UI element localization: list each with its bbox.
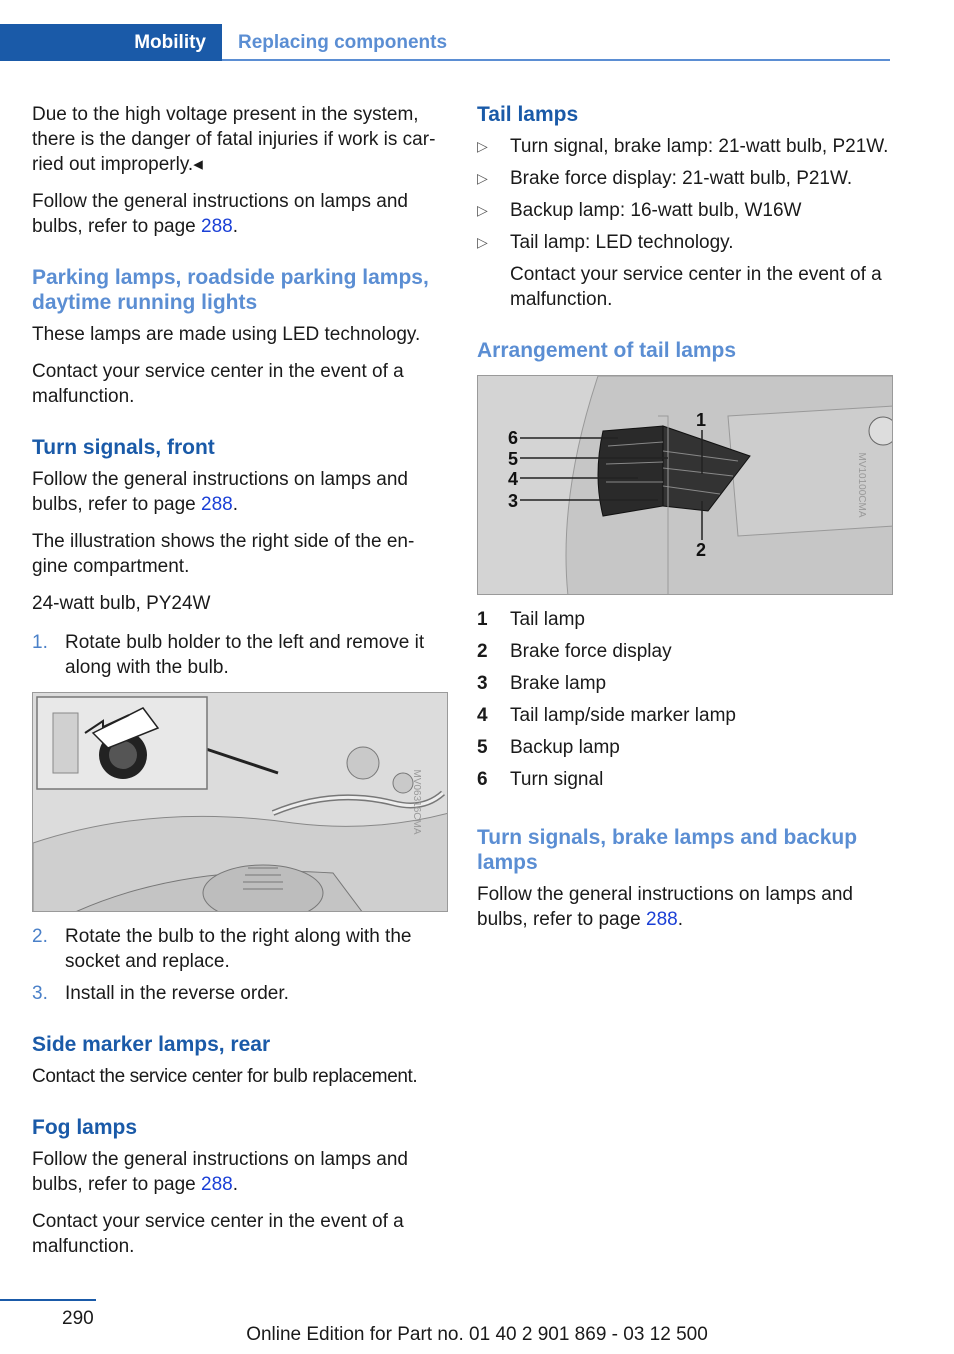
bullet-triangle-icon: ▷ bbox=[477, 234, 488, 250]
edition-note: Online Edition for Part no. 01 40 2 901 869 - 03 12 500 bbox=[246, 1324, 708, 1345]
tail-lamp-illustration bbox=[478, 376, 893, 595]
callout-6: 6 bbox=[508, 428, 519, 448]
turnfront-illustration-note: The illustration shows the right side of the en‐gine compartment. bbox=[32, 531, 415, 577]
heading-arrangement-tail-lamps: Arrangement of tail lamps bbox=[477, 339, 737, 362]
heading-tail-lamps: Tail lamps bbox=[477, 103, 579, 126]
fog-text-2: Contact your service center in the event of a malfunction. bbox=[32, 1211, 404, 1257]
left-column bbox=[32, 102, 448, 1271]
heading-parking-lamps: Parking lamps, roadside parking lamps, daytime running lights bbox=[32, 266, 429, 314]
intro-follow: Follow the general instructions on lamps and bulbs, refer to page 288. bbox=[32, 191, 408, 237]
heading-fog-lamps: Fog lamps bbox=[32, 1116, 138, 1139]
intro-warning: Due to the high voltage present in the system, there is the danger of fatal injuries if work is car‐ried out improperly.◂ bbox=[32, 104, 436, 175]
table-row: 3 Brake lamp bbox=[477, 673, 607, 694]
list-item: 3. Install in the reverse order. bbox=[32, 983, 289, 1004]
list-item: 1. Rotate bulb holder to the left and remove it along with the bulb. bbox=[32, 632, 425, 678]
list-item: ▷ Turn signal, brake lamp: 21-watt bulb, P21W. bbox=[477, 136, 889, 157]
tail-note: Contact your service center in the event of a malfunction. bbox=[510, 264, 882, 310]
callout-5: 5 bbox=[508, 449, 519, 469]
bullet-triangle-icon: ▷ bbox=[477, 138, 488, 154]
section-breadcrumb[interactable]: Replacing components bbox=[238, 32, 448, 53]
engine-compartment-figure bbox=[32, 692, 448, 912]
bullet-triangle-icon: ▷ bbox=[477, 202, 488, 218]
heading-side-marker-rear: Side marker lamps, rear bbox=[32, 1033, 271, 1056]
table-row: 1 Tail lamp bbox=[477, 609, 585, 630]
list-item: 2. Rotate the bulb to the right along with the socket and replace. bbox=[32, 926, 412, 972]
figure-code: MV10100CMA bbox=[855, 452, 867, 518]
tail-lamp-figure bbox=[477, 375, 893, 595]
turnfront-follow: Follow the general instructions on lamps and bulbs, refer to page 288. bbox=[32, 469, 408, 515]
steps-list-a bbox=[32, 630, 448, 680]
engine-compartment-illustration bbox=[33, 693, 448, 912]
chapter-tab[interactable]: Mobility bbox=[0, 24, 222, 61]
table-row: 6 Turn signal bbox=[477, 769, 604, 790]
list-item: ▷ Backup lamp: 16-watt bulb, W16W bbox=[477, 200, 802, 221]
page-link[interactable]: 288 bbox=[201, 216, 233, 237]
table-row: 4 Tail lamp/side marker lamp bbox=[477, 705, 736, 726]
tail-lamp-list bbox=[477, 134, 893, 255]
heading-turn-signals-front: Turn signals, front bbox=[32, 436, 215, 459]
footer-rule bbox=[0, 1299, 96, 1301]
backup-follow: Follow the general instructions on lamps and bulbs, refer to page 288. bbox=[477, 884, 853, 930]
callout-3: 3 bbox=[508, 491, 519, 511]
steps-list-b bbox=[32, 924, 448, 1006]
fog-follow: Follow the general instructions on lamps and bulbs, refer to page 288. bbox=[32, 1149, 408, 1195]
page-link[interactable]: 288 bbox=[201, 494, 233, 515]
heading-turn-brake-backup: Turn signals, brake lamps and backup lamps bbox=[477, 826, 858, 874]
callout-1: 1 bbox=[696, 410, 707, 430]
bullet-triangle-icon: ▷ bbox=[477, 170, 488, 186]
page-number: 290 bbox=[62, 1308, 94, 1329]
tail-lamp-legend bbox=[477, 607, 736, 799]
list-item: ▷ Tail lamp: LED technology. bbox=[477, 232, 734, 253]
callout-4: 4 bbox=[508, 469, 519, 489]
header-rule bbox=[222, 59, 890, 61]
parking-text-2: Contact your service center in the event of a malfunction. bbox=[32, 361, 404, 407]
parking-text-1: These lamps are made using LED technology. bbox=[32, 324, 421, 345]
page-link[interactable]: 288 bbox=[201, 1174, 233, 1195]
page-link[interactable]: 288 bbox=[646, 909, 678, 930]
callout-2: 2 bbox=[696, 540, 707, 560]
table-row: 5 Backup lamp bbox=[477, 737, 620, 758]
sidemarker-text: Contact the service center for bulb replacement. bbox=[32, 1066, 418, 1087]
table-row: 2 Brake force display bbox=[477, 641, 672, 662]
right-column bbox=[477, 102, 893, 944]
turnfront-bulb-type: 24-watt bulb, PY24W bbox=[32, 593, 211, 614]
figure-code: MV06316CMA bbox=[410, 769, 422, 835]
list-item: ▷ Brake force display: 21-watt bulb, P21W. bbox=[477, 168, 853, 189]
